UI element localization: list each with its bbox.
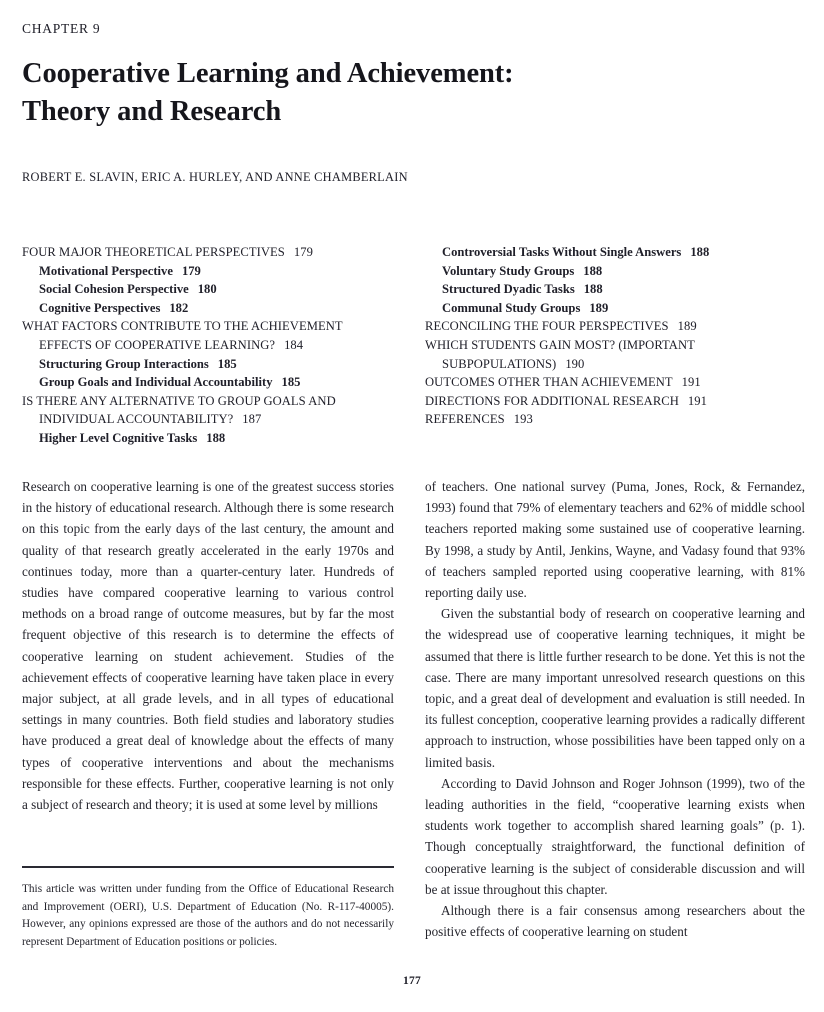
toc-page-number: 191 (687, 393, 707, 408)
toc-entry-label: Controversial Tasks Without Single Answers (442, 245, 682, 259)
toc-entry[interactable] (425, 243, 805, 262)
body-paragraph: Given the substantial body of research on cooperative learning and the widespread use of cooperative learning techniques, it might be assumed that there is little further research to be done. Yet this is not the case. There are many important unresolved research questions on this topic, and a great deal of development and evaluation is still needed. In its fullest conception, cooperative learning provides a radically different approach to instruction, whose possibilities have been tapped only on a limited basis. (425, 606, 805, 770)
body-column-left (22, 476, 394, 815)
toc-entry[interactable] (22, 243, 394, 262)
toc-page-number: 190 (565, 356, 585, 371)
toc-column-right (425, 243, 805, 429)
toc-entry-label-cont: INDIVIDUAL ACCOUNTABILITY? 187 (39, 412, 262, 427)
toc-entry-label: Group Goals and Individual Accountability (39, 375, 273, 390)
toc-entry[interactable] (22, 280, 394, 299)
toc-page-number: 185 (217, 356, 237, 371)
page-title (22, 55, 662, 131)
toc-column-left (22, 243, 394, 448)
toc-entry[interactable] (22, 262, 394, 281)
toc-entry-label: Structured Dyadic Tasks (442, 282, 575, 297)
toc-page-number: 180 (197, 282, 217, 297)
chapter-label: CHAPTER 9 (22, 21, 101, 36)
toc-entry-label: Motivational Perspective (39, 263, 173, 278)
toc-page-number: 189 (677, 319, 697, 334)
toc-page-number: 185 (281, 375, 301, 390)
toc-entry-label: RECONCILING THE FOUR PERSPECTIVES (425, 319, 669, 334)
table-of-contents (0, 243, 824, 445)
toc-page-number: 188 (206, 430, 226, 445)
toc-entry[interactable] (22, 317, 394, 354)
toc-entry[interactable] (22, 373, 394, 392)
toc-entry-label: REFERENCES (425, 412, 505, 427)
footnote-text: This article was written under funding from the Office of Educational Research and Improvement (OERI), U.S. Department of Education (No. R-117-40005). However, any opinions expressed are those of the authors and do not necessarily represent Department of Education positions or policies. (22, 883, 394, 948)
toc-entry-label: Cognitive Perspectives (39, 300, 161, 315)
toc-entry-label: Communal Study Groups (442, 300, 581, 315)
toc-page-number: 193 (513, 412, 533, 427)
body-paragraph: of teachers. One national survey (Puma, Jones, Rock, & Fernandez, 1993) found that 79% of elementary teachers and 62% of middle school teachers reported making some sustained use of cooperative learning. By 1998, a study by Antil, Jenkins, Wayne, and Vadasy found that 93% of teachers sampled reported using cooperative learning, with 81% reporting daily use. (425, 479, 805, 601)
footnote (22, 866, 394, 951)
toc-entry-label-cont: SUBPOPULATIONS) 190 (442, 356, 585, 371)
toc-entry-label: WHICH STUDENTS GAIN MOST? (IMPORTANT (425, 337, 695, 352)
toc-page-number: 179 (293, 245, 313, 259)
toc-entry-label: OUTCOMES OTHER THAN ACHIEVEMENT (425, 375, 673, 390)
toc-page-number: 188 (690, 245, 710, 259)
toc-entry-label: FOUR MAJOR THEORETICAL PERSPECTIVES (22, 245, 285, 259)
toc-entry-label: DIRECTIONS FOR ADDITIONAL RESEARCH (425, 393, 679, 408)
toc-entry-label: IS THERE ANY ALTERNATIVE TO GROUP GOALS AND (22, 393, 336, 408)
toc-page-number: 179 (181, 263, 201, 278)
toc-entry-label: Voluntary Study Groups (442, 263, 575, 278)
toc-entry[interactable] (425, 410, 805, 429)
title-line-2: Theory and Research (22, 96, 282, 127)
toc-entry[interactable] (22, 299, 394, 318)
toc-entry-label: Social Cohesion Perspective (39, 282, 189, 297)
toc-entry[interactable] (425, 392, 805, 411)
body-paragraph: Research on cooperative learning is one of the greatest success stories in the history of educational research. Although there is some research on this topic from the early days of the last century, the amount and quality of that research greatly accelerated in the early 1970s and continues today, more than a quarter-century later. Hundreds of studies have compared cooperative learning to various control methods on a broad range of outcome measures, but by far the most frequent objective of this research is to determine the effects of cooperative learning on student achievement. Studies of the achievement effects of cooperative learning have taken place in every major subject, at all grade levels, and in all types of educational settings in many countries. Both field studies and laboratory studies have produced a great deal of knowledge about the effects of many types of cooperative interventions and about the mechanisms responsible for these effects. Further, cooperative learning is not only a subject of research and theory; it is used at some level by millions (22, 479, 394, 813)
toc-entry-label-cont: EFFECTS OF COOPERATIVE LEARNING? 184 (39, 337, 304, 352)
author-byline: ROBERT E. SLAVIN, ERIC A. HURLEY, AND ANNE CHAMBERLAIN (22, 170, 408, 184)
toc-page-number: 182 (169, 300, 189, 315)
toc-page-number: 188 (583, 263, 603, 278)
body-paragraph: According to David Johnson and Roger Johnson (1999), two of the leading authorities in the field, “cooperative learning exists when students work together to accomplish shared learning goals” (p. 1). Though conceptually straightforward, the functional definition of cooperative learning is the subject of considerable discussion and will be at issue throughout this chapter. (425, 775, 805, 897)
toc-entry-label: Higher Level Cognitive Tasks (39, 430, 198, 445)
toc-page-number: 191 (681, 375, 701, 390)
toc-entry[interactable] (425, 262, 805, 281)
toc-page-number: 189 (589, 300, 609, 315)
title-line-1: Cooperative Learning and Achievement: (22, 58, 514, 89)
toc-entry[interactable] (425, 336, 805, 373)
toc-page-number: 187 (242, 412, 262, 427)
toc-entry[interactable] (425, 280, 805, 299)
footnote-rule (22, 866, 394, 868)
toc-entry[interactable] (22, 355, 394, 374)
body-paragraph: Although there is a fair consensus among researchers about the positive effects of cooperative learning on student (425, 903, 805, 940)
page-number: 177 (403, 975, 421, 987)
toc-entry-label: Structuring Group Interactions (39, 356, 209, 371)
toc-entry[interactable] (425, 317, 805, 336)
toc-entry[interactable] (22, 429, 394, 448)
body-column-right (425, 476, 805, 942)
toc-page-number: 184 (284, 337, 304, 352)
toc-entry[interactable] (425, 373, 805, 392)
toc-page-number: 188 (583, 282, 603, 297)
toc-entry[interactable] (425, 299, 805, 318)
toc-entry-label: WHAT FACTORS CONTRIBUTE TO THE ACHIEVEMENT (22, 319, 343, 334)
toc-entry[interactable] (22, 392, 394, 429)
